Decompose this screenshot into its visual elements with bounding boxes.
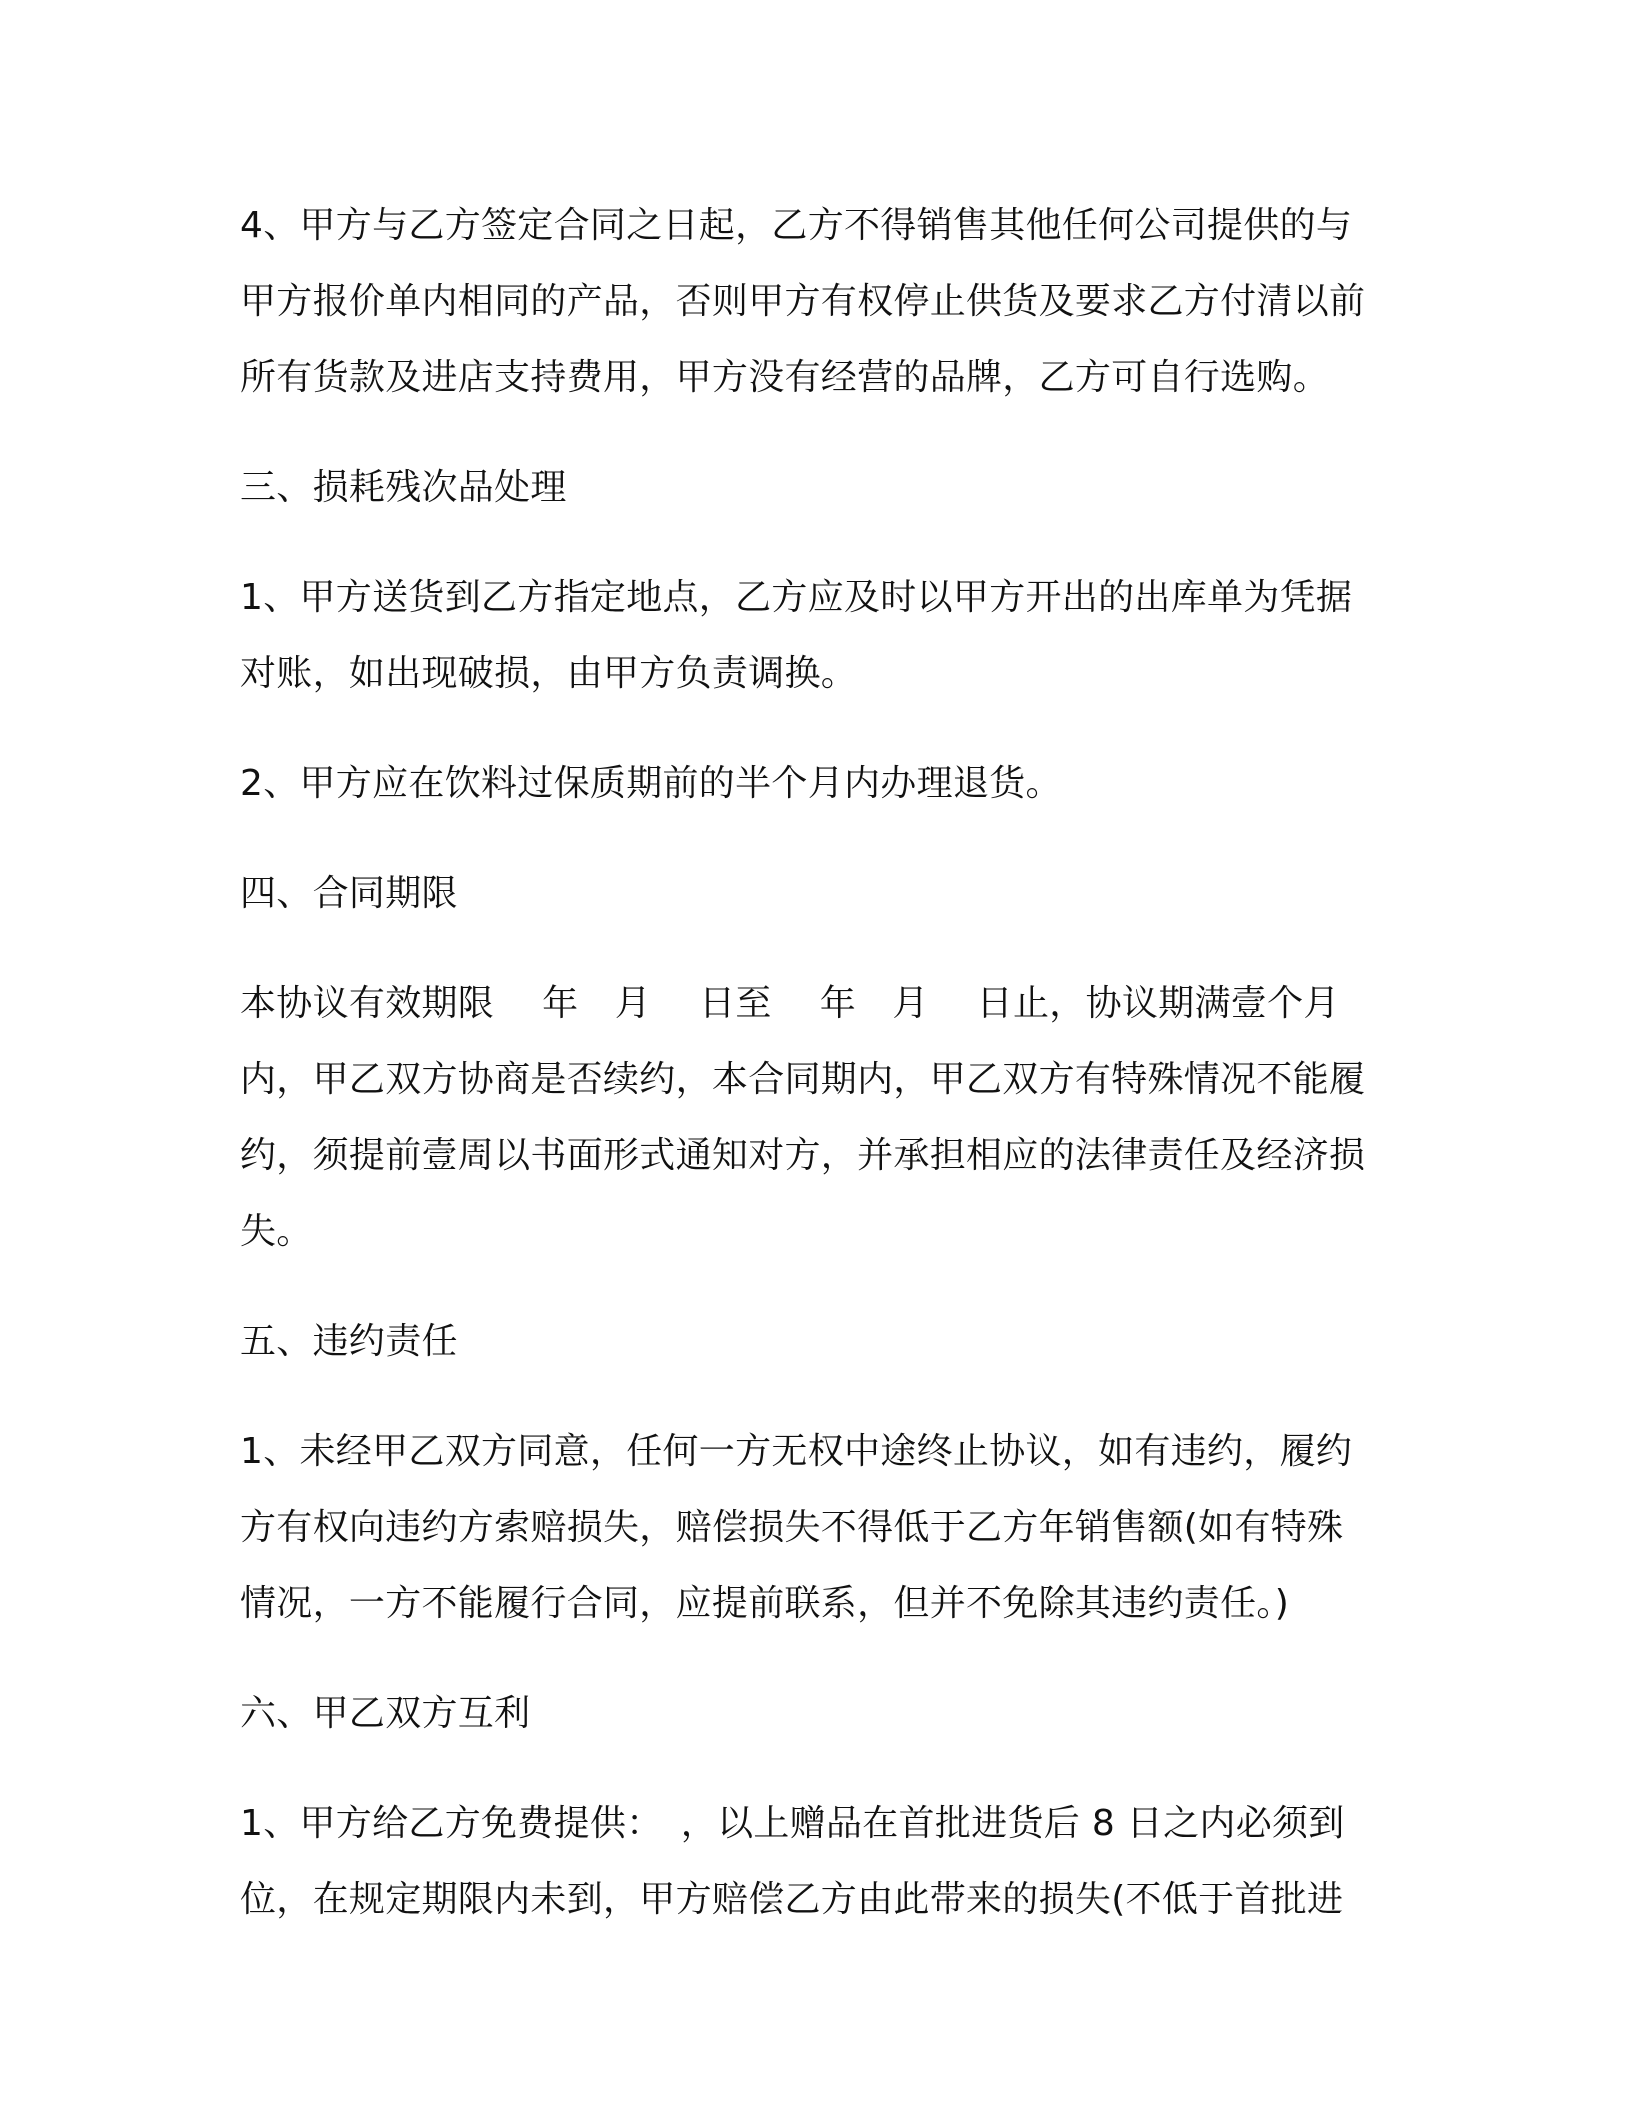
section-heading-defective-goods: 三、损耗残次品处理 bbox=[240, 467, 567, 508]
clause-1-breach-compensation: 1、未经甲乙双方同意，任何一方无权中途终止协议，如有违约，履约方有权向违约方索赔损失，赔偿损失不得低于乙方年销售额(如有特殊情况，一方不能履行合同，应提前联系，但并不免除其违约责任。) bbox=[240, 1431, 1353, 1624]
section-heading-mutual-benefit: 六、甲乙双方互利 bbox=[240, 1693, 531, 1734]
document-body bbox=[240, 188, 1375, 1972]
clause-1-delivery-reconciliation: 1、甲方送货到乙方指定地点，乙方应及时以甲方开出的出库单为凭据对账，如出现破损，由甲方负责调换。 bbox=[240, 577, 1353, 694]
clause-1-free-gifts: 1、甲方给乙方免费提供： ，以上赠品在首批进货后 8 日之内必须到位，在规定期限内未到，甲方赔偿乙方由此带来的损失(不低于首批进 bbox=[240, 1803, 1345, 1920]
clause-contract-validity: 本协议有效期限 年 月 日至 年 月 日止，协议期满壹个月内，甲乙双方协商是否续约，本合同期内，甲乙双方有特殊情况不能履约，须提前壹周以书面形式通知对方，并承担相应的法律责任及经济损失。 bbox=[240, 983, 1366, 1252]
section-heading-breach-liability: 五、违约责任 bbox=[240, 1321, 458, 1362]
clause-4-exclusive-sales: 4、甲方与乙方签定合同之日起，乙方不得销售其他任何公司提供的与甲方报价单内相同的产品，否则甲方有权停止供货及要求乙方付清以前所有货款及进店支持费用，甲方没有经营的品牌，乙方可自行选购。 bbox=[240, 205, 1366, 398]
clause-2-returns: 2、甲方应在饮料过保质期前的半个月内办理退货。 bbox=[240, 763, 1062, 804]
section-heading-contract-term: 四、合同期限 bbox=[240, 873, 458, 914]
